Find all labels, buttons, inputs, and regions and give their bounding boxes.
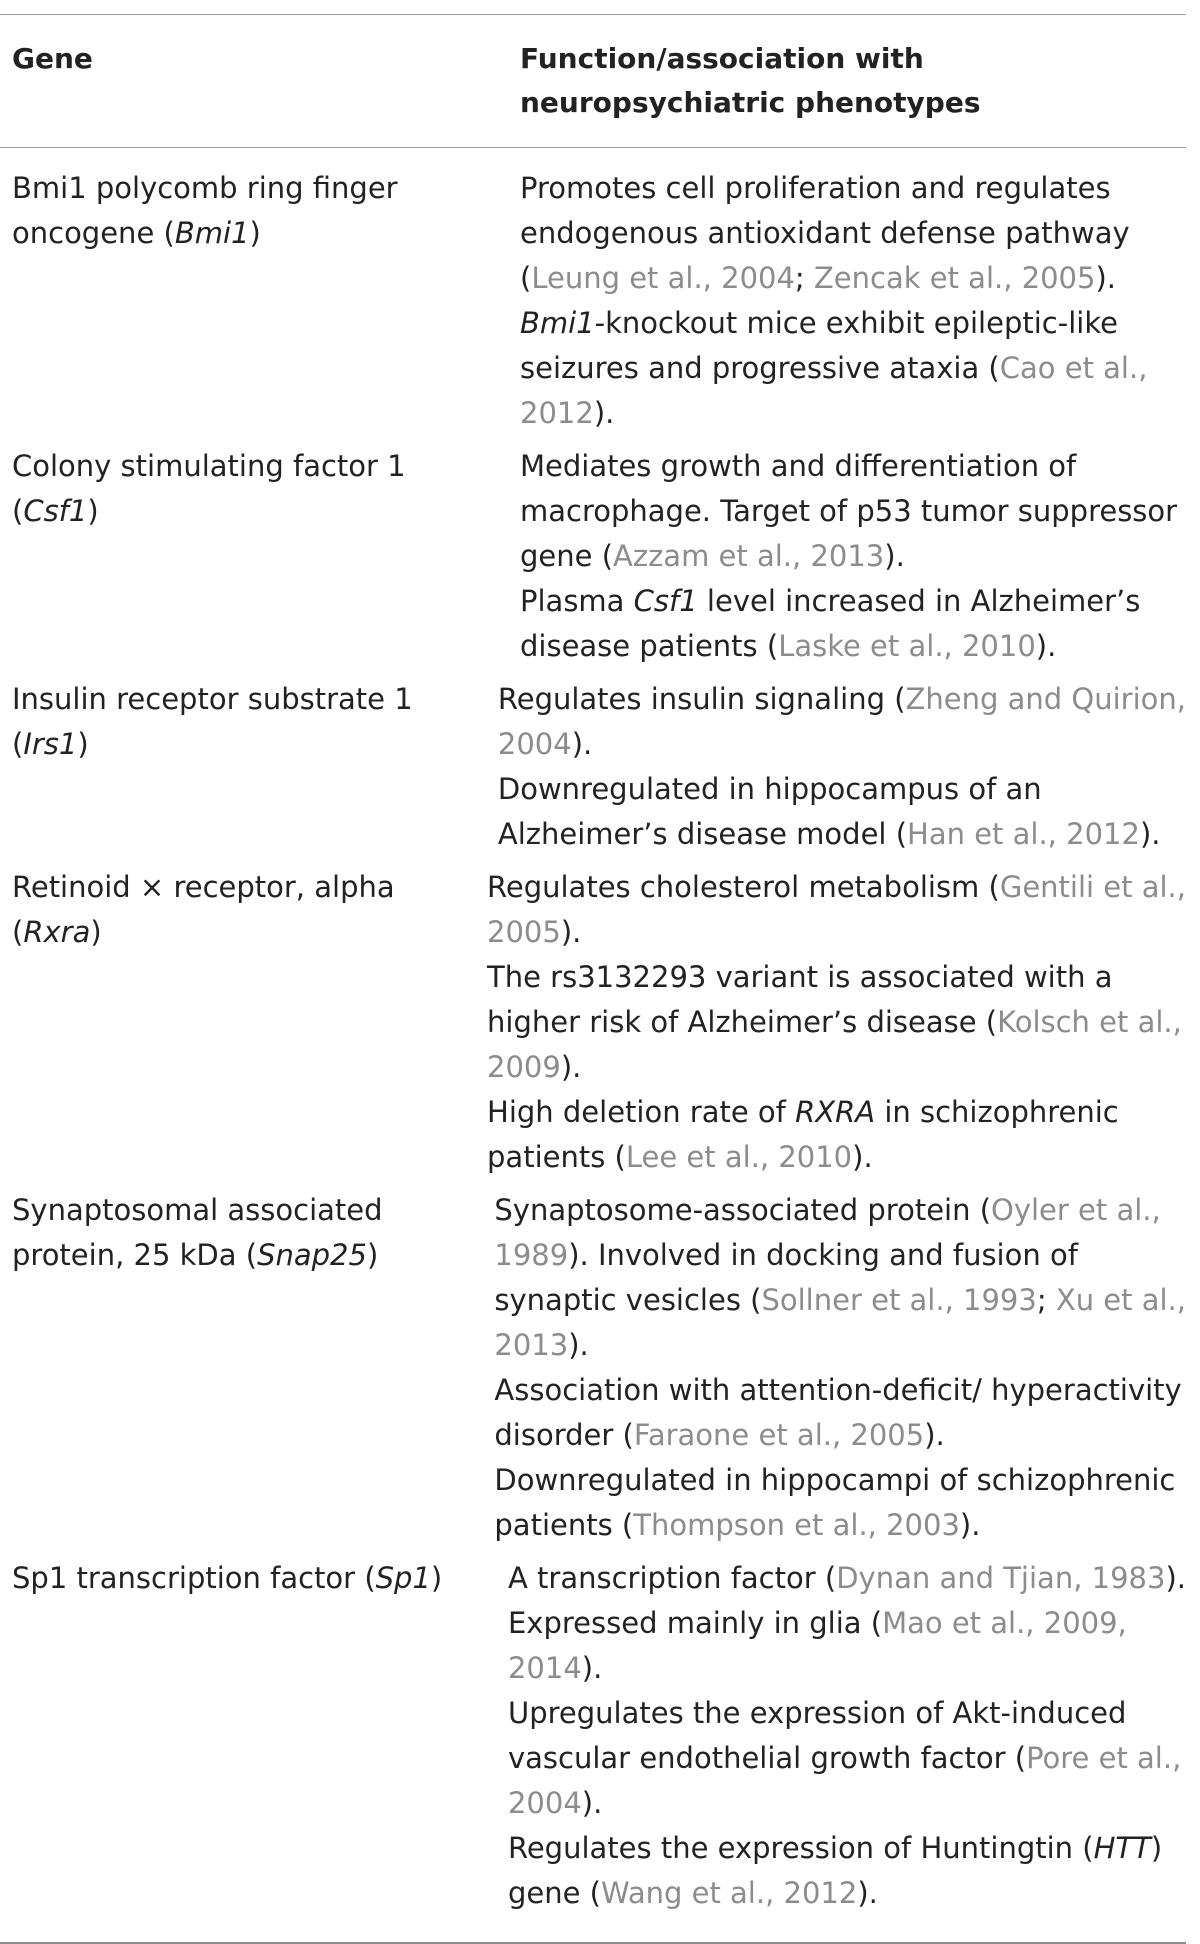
citation-link[interactable]: Gentili et al., (999, 870, 1186, 904)
citation-link[interactable]: 2004 (507, 1786, 582, 1820)
citation-link[interactable]: Xu et al., (1055, 1283, 1186, 1317)
gene-cell: Synaptosomal associated protein, 25 kDa (Snap25) (12, 1193, 383, 1272)
citation-link[interactable]: Leung et al., 2004 (531, 261, 795, 295)
function-cell: A transcription factor (Dynan and Tjian, 1983). Expressed mainly in glia (Mao et al., 2009, 2014). Upregulates the expression of Akt-induced vascular endothelial growth factor (Pore et al., 2004). Regulates the expression of Huntingtin (HTT) gene (Wang et al., 2012). (507, 1561, 1186, 1910)
citation-link[interactable]: 2004 (497, 727, 572, 761)
citation-link[interactable]: Han et al., 2012 (907, 817, 1140, 851)
gene-cell: Retinoid × receptor, alpha (Rxra) (12, 870, 395, 949)
citation-link[interactable]: Mao et al., 2009, (882, 1606, 1127, 1640)
citation-link[interactable]: 2014 (507, 1651, 582, 1685)
citation-link[interactable]: Zheng and Quirion, (905, 682, 1186, 716)
citation-link[interactable]: Cao et al., (999, 351, 1148, 385)
function-cell: Mediates growth and differentiation of macrophage. Target of p53 tumor suppressor gene (Azzam et al., 2013). Plasma Csf1 level increased in Alzheimer’s disease patients (Laske et al., 2010). (520, 449, 1178, 663)
function-cell: Regulates insulin signaling (Zheng and Quirion, 2004). Downregulated in hippocampus of an Alzheimer’s disease model (Han et al., 2012). (497, 682, 1186, 851)
citation-link[interactable]: 1989 (494, 1238, 569, 1272)
citation-link[interactable]: Thompson et al., 2003 (633, 1508, 960, 1542)
table-header (0, 15, 1186, 147)
citation-link[interactable]: Wang et al., 2012 (601, 1876, 858, 1910)
gene-table (0, 14, 1186, 1944)
citation-link[interactable]: Azzam et al., 2013 (613, 539, 885, 573)
gene-cell: Sp1 transcription factor (Sp1) (12, 1561, 443, 1595)
citation-link[interactable]: 2013 (494, 1328, 569, 1362)
citation-link[interactable]: Laske et al., 2010 (778, 629, 1036, 663)
table-row (0, 677, 1186, 857)
function-cell: Regulates cholesterol metabolism (Gentili et al., 2005). The rs3132293 variant is associated with a higher risk of Alzheimer’s disease (Kolsch et al., 2009). High deletion rate of RXRA in schizophrenic patients (Lee et al., 2010). (487, 870, 1186, 1174)
function-cell: Promotes cell proliferation and regulates endogenous antioxidant defense pathway (Leung et al., 2004; Zencak et al., 2005). Bmi1-knockout mice exhibit epileptic-like seizures and progressive ataxia (Cao et al., 2012). (520, 171, 1148, 430)
table-row (0, 865, 1186, 1180)
citation-link[interactable]: 2012 (520, 396, 594, 430)
citation-link[interactable]: Faraone et al., 2005 (633, 1418, 925, 1452)
gene-cell: Bmi1 polycomb ring finger oncogene (Bmi1) (12, 171, 398, 250)
table-row (0, 166, 1186, 436)
table-row (0, 1188, 1186, 1548)
citation-link[interactable]: Lee et al., 2010 (625, 1140, 853, 1174)
table-row (0, 1556, 1186, 1916)
table-body (0, 148, 1186, 1942)
citation-link[interactable]: 2009 (487, 1050, 561, 1084)
citation-link[interactable]: Sollner et al., 1993 (761, 1283, 1037, 1317)
gene-cell: Insulin receptor substrate 1 (Irs1) (12, 682, 413, 761)
header-function: Function/association with neuropsychiatric phenotypes (520, 42, 981, 119)
citation-link[interactable]: Pore et al., (1026, 1741, 1182, 1775)
gene-cell: Colony stimulating factor 1 (Csf1) (12, 449, 406, 528)
function-cell: Synaptosome-associated protein (Oyler et al., 1989). Involved in docking and fusion of synaptic vesicles (Sollner et al., 1993; Xu et al., 2013). Association with attention-deficit/ hyperactivity disorder (Faraone et al., 2005). Downregulated in hippocampi of schizophrenic patients (Thompson et al., 2003). (494, 1193, 1186, 1542)
citation-link[interactable]: Dynan and Tjian, 1983 (836, 1561, 1166, 1595)
header-gene: Gene (12, 42, 93, 75)
citation-link[interactable]: 2005 (487, 915, 561, 949)
citation-link[interactable]: Zencak et al., 2005 (813, 261, 1096, 295)
citation-link[interactable]: Oyler et al., (991, 1193, 1161, 1227)
citation-link[interactable]: Kolsch et al., (997, 1005, 1182, 1039)
table-row (0, 444, 1186, 669)
